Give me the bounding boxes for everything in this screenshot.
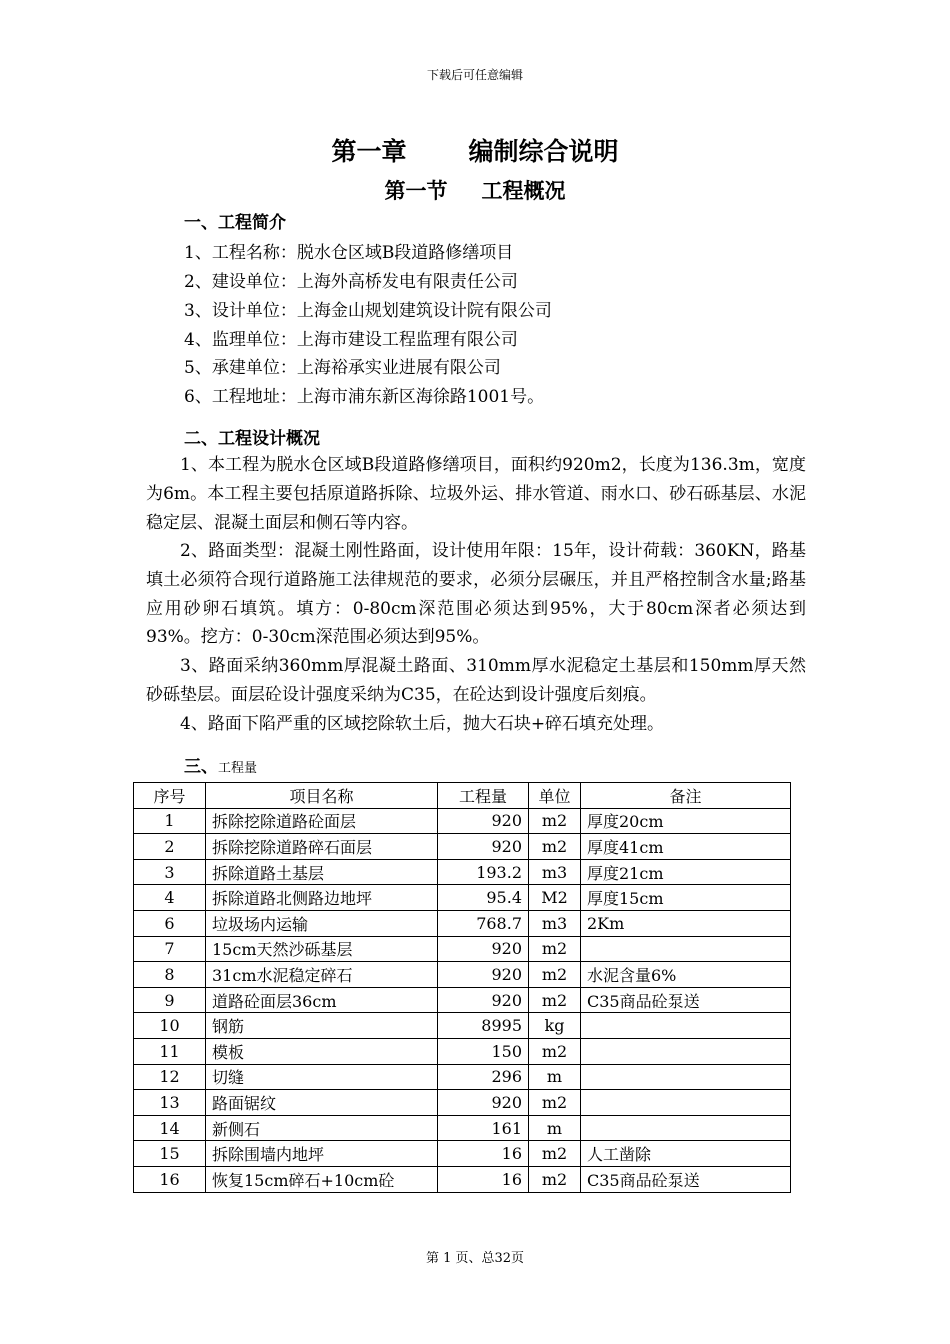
chapter-name: 编制综合说明 bbox=[468, 137, 619, 166]
cell-remark bbox=[581, 936, 791, 962]
cell-quantity: 161 bbox=[438, 1115, 529, 1141]
table-body bbox=[134, 808, 791, 1192]
cell-seq: 3 bbox=[134, 859, 206, 885]
cell-unit: m2 bbox=[529, 808, 581, 834]
table-row bbox=[134, 987, 791, 1013]
cell-unit: m2 bbox=[529, 962, 581, 988]
cell-remark: 厚度20cm bbox=[581, 808, 791, 834]
header-unit: 单位 bbox=[529, 783, 581, 809]
cell-seq: 10 bbox=[134, 1013, 206, 1039]
cell-seq: 9 bbox=[134, 987, 206, 1013]
section-name: 工程概况 bbox=[481, 178, 566, 203]
design-paragraph-4: 4、路面下陷严重的区域挖除软土后，抛大石块+碎石填充处理。 bbox=[180, 714, 665, 734]
header-note: 下载后可任意编辑 bbox=[426, 68, 523, 82]
cell-unit: M2 bbox=[529, 885, 581, 911]
design-paragraph-3: 3、路面采纳360mm厚混凝土路面、310mm厚水泥稳定土基层和150mm厚天然砂砾垫层。面层砼设计强度采纳为C35，在砼达到设计强度后刻痕。 bbox=[146, 656, 806, 705]
owner-line: 2、建设单位：上海外高桥发电有限责任公司 bbox=[184, 272, 518, 292]
quantities-heading bbox=[184, 752, 257, 777]
chapter-number: 第一章 bbox=[331, 137, 407, 166]
cell-item-name: 拆除挖除道路碎石面层 bbox=[206, 834, 438, 860]
cell-quantity: 768.7 bbox=[438, 910, 529, 936]
cell-item-name: 拆除道路北侧路边地坪 bbox=[206, 885, 438, 911]
quantities-heading-text: 工程量 bbox=[218, 761, 258, 776]
cell-item-name: 切缝 bbox=[206, 1064, 438, 1090]
contractor-line: 5、承建单位：上海裕承实业进展有限公司 bbox=[184, 358, 501, 378]
project-name-line: 1、工程名称：脱水仓区域B段道路修缮项目 bbox=[184, 243, 514, 263]
cell-remark bbox=[581, 1038, 791, 1064]
cell-quantity: 16 bbox=[438, 1141, 529, 1167]
cell-seq: 13 bbox=[134, 1090, 206, 1116]
cell-unit: m2 bbox=[529, 1090, 581, 1116]
table-row bbox=[134, 834, 791, 860]
cell-remark: 厚度15cm bbox=[581, 885, 791, 911]
cell-unit: m2 bbox=[529, 1141, 581, 1167]
table-row bbox=[134, 808, 791, 834]
table-row bbox=[134, 1038, 791, 1064]
table-row bbox=[134, 1166, 791, 1192]
cell-seq: 16 bbox=[134, 1166, 206, 1192]
cell-remark: 人工凿除 bbox=[581, 1141, 791, 1167]
cell-item-name: 31cm水泥稳定碎石 bbox=[206, 962, 438, 988]
cell-remark: 2Km bbox=[581, 910, 791, 936]
intro-heading: 一、工程简介 bbox=[184, 213, 286, 233]
cell-item-name: 新侧石 bbox=[206, 1115, 438, 1141]
table-row bbox=[134, 1141, 791, 1167]
cell-remark: C35商品砼泵送 bbox=[581, 1166, 791, 1192]
cell-remark bbox=[581, 1064, 791, 1090]
cell-item-name: 道路砼面层36cm bbox=[206, 987, 438, 1013]
table-row bbox=[134, 962, 791, 988]
header-remark: 备注 bbox=[581, 783, 791, 809]
table-row bbox=[134, 885, 791, 911]
cell-unit: m2 bbox=[529, 834, 581, 860]
table-row bbox=[134, 1115, 791, 1141]
cell-seq: 4 bbox=[134, 885, 206, 911]
page-footer: 第 1 页、总32页 bbox=[425, 1251, 525, 1266]
cell-seq: 2 bbox=[134, 834, 206, 860]
cell-unit: m3 bbox=[529, 859, 581, 885]
cell-unit: m3 bbox=[529, 910, 581, 936]
cell-unit: m2 bbox=[529, 1038, 581, 1064]
cell-remark bbox=[581, 1013, 791, 1039]
cell-remark bbox=[581, 1090, 791, 1116]
cell-quantity: 150 bbox=[438, 1038, 529, 1064]
cell-quantity: 920 bbox=[438, 936, 529, 962]
cell-unit: kg bbox=[529, 1013, 581, 1039]
cell-item-name: 拆除围墙内地坪 bbox=[206, 1141, 438, 1167]
table-row bbox=[134, 859, 791, 885]
cell-quantity: 920 bbox=[438, 1090, 529, 1116]
cell-quantity: 296 bbox=[438, 1064, 529, 1090]
address-line: 6、工程地址：上海市浦东新区海徐路1001号。 bbox=[184, 387, 545, 407]
cell-item-name: 15cm天然沙砾基层 bbox=[206, 936, 438, 962]
cell-item-name: 恢复15cm碎石+10cm砼 bbox=[206, 1166, 438, 1192]
table-row bbox=[134, 936, 791, 962]
header-seq: 序号 bbox=[134, 783, 206, 809]
cell-quantity: 95.4 bbox=[438, 885, 529, 911]
cell-seq: 12 bbox=[134, 1064, 206, 1090]
cell-item-name: 拆除挖除道路砼面层 bbox=[206, 808, 438, 834]
cell-seq: 15 bbox=[134, 1141, 206, 1167]
design-paragraph-1: 1、本工程为脱水仓区域B段道路修缮项目，面积约920m2，长度为136.3m，宽度为6m。本工程主要包括原道路拆除、垃圾外运、排水管道、雨水口、砂石砾基层、水泥稳定层、混凝土面层和侧石等内容。 bbox=[146, 455, 806, 533]
cell-quantity: 193.2 bbox=[438, 859, 529, 885]
section-number: 第一节 bbox=[384, 178, 448, 203]
designer-line: 3、设计单位：上海金山规划建筑设计院有限公司 bbox=[184, 301, 552, 321]
cell-unit: m2 bbox=[529, 936, 581, 962]
table-row bbox=[134, 1064, 791, 1090]
table-header-row bbox=[134, 783, 791, 809]
table-row bbox=[134, 1013, 791, 1039]
design-paragraph-2: 2、路面类型：混凝土刚性路面，设计使用年限：15年，设计荷载：360KN，路基填土必须符合现行道路施工法律规范的要求，必须分层碾压，并且严格控制含水量;路基应用砂卵石填筑。填方：0-80cm深范围必须达到95%，大于80cm深者必须达到93%。挖方：0-30cm深范围必须达到95%。 bbox=[146, 541, 806, 648]
cell-remark: C35商品砼泵送 bbox=[581, 987, 791, 1013]
design-heading: 二、工程设计概况 bbox=[184, 429, 320, 449]
header-quantity: 工程量 bbox=[438, 783, 529, 809]
cell-quantity: 16 bbox=[438, 1166, 529, 1192]
quantities-heading-number: 三、 bbox=[184, 757, 218, 777]
cell-seq: 6 bbox=[134, 910, 206, 936]
cell-remark: 水泥含量6% bbox=[581, 962, 791, 988]
cell-unit: m bbox=[529, 1064, 581, 1090]
cell-unit: m2 bbox=[529, 1166, 581, 1192]
cell-quantity: 920 bbox=[438, 987, 529, 1013]
cell-item-name: 模板 bbox=[206, 1038, 438, 1064]
quantities-table bbox=[133, 782, 791, 1193]
cell-quantity: 920 bbox=[438, 962, 529, 988]
section-title bbox=[0, 175, 950, 205]
cell-seq: 11 bbox=[134, 1038, 206, 1064]
cell-remark bbox=[581, 1115, 791, 1141]
cell-seq: 7 bbox=[134, 936, 206, 962]
table-row bbox=[134, 1090, 791, 1116]
cell-item-name: 垃圾场内运输 bbox=[206, 910, 438, 936]
cell-seq: 8 bbox=[134, 962, 206, 988]
table-row bbox=[134, 910, 791, 936]
cell-quantity: 920 bbox=[438, 808, 529, 834]
chapter-title bbox=[0, 132, 950, 168]
cell-item-name: 拆除道路土基层 bbox=[206, 859, 438, 885]
cell-unit: m2 bbox=[529, 987, 581, 1013]
cell-quantity: 8995 bbox=[438, 1013, 529, 1039]
header-item-name: 项目名称 bbox=[206, 783, 438, 809]
cell-seq: 1 bbox=[134, 808, 206, 834]
cell-item-name: 路面锯纹 bbox=[206, 1090, 438, 1116]
cell-quantity: 920 bbox=[438, 834, 529, 860]
cell-item-name: 钢筋 bbox=[206, 1013, 438, 1039]
cell-seq: 14 bbox=[134, 1115, 206, 1141]
cell-remark: 厚度21cm bbox=[581, 859, 791, 885]
cell-remark: 厚度41cm bbox=[581, 834, 791, 860]
supervisor-line: 4、监理单位：上海市建设工程监理有限公司 bbox=[184, 330, 518, 350]
cell-unit: m bbox=[529, 1115, 581, 1141]
